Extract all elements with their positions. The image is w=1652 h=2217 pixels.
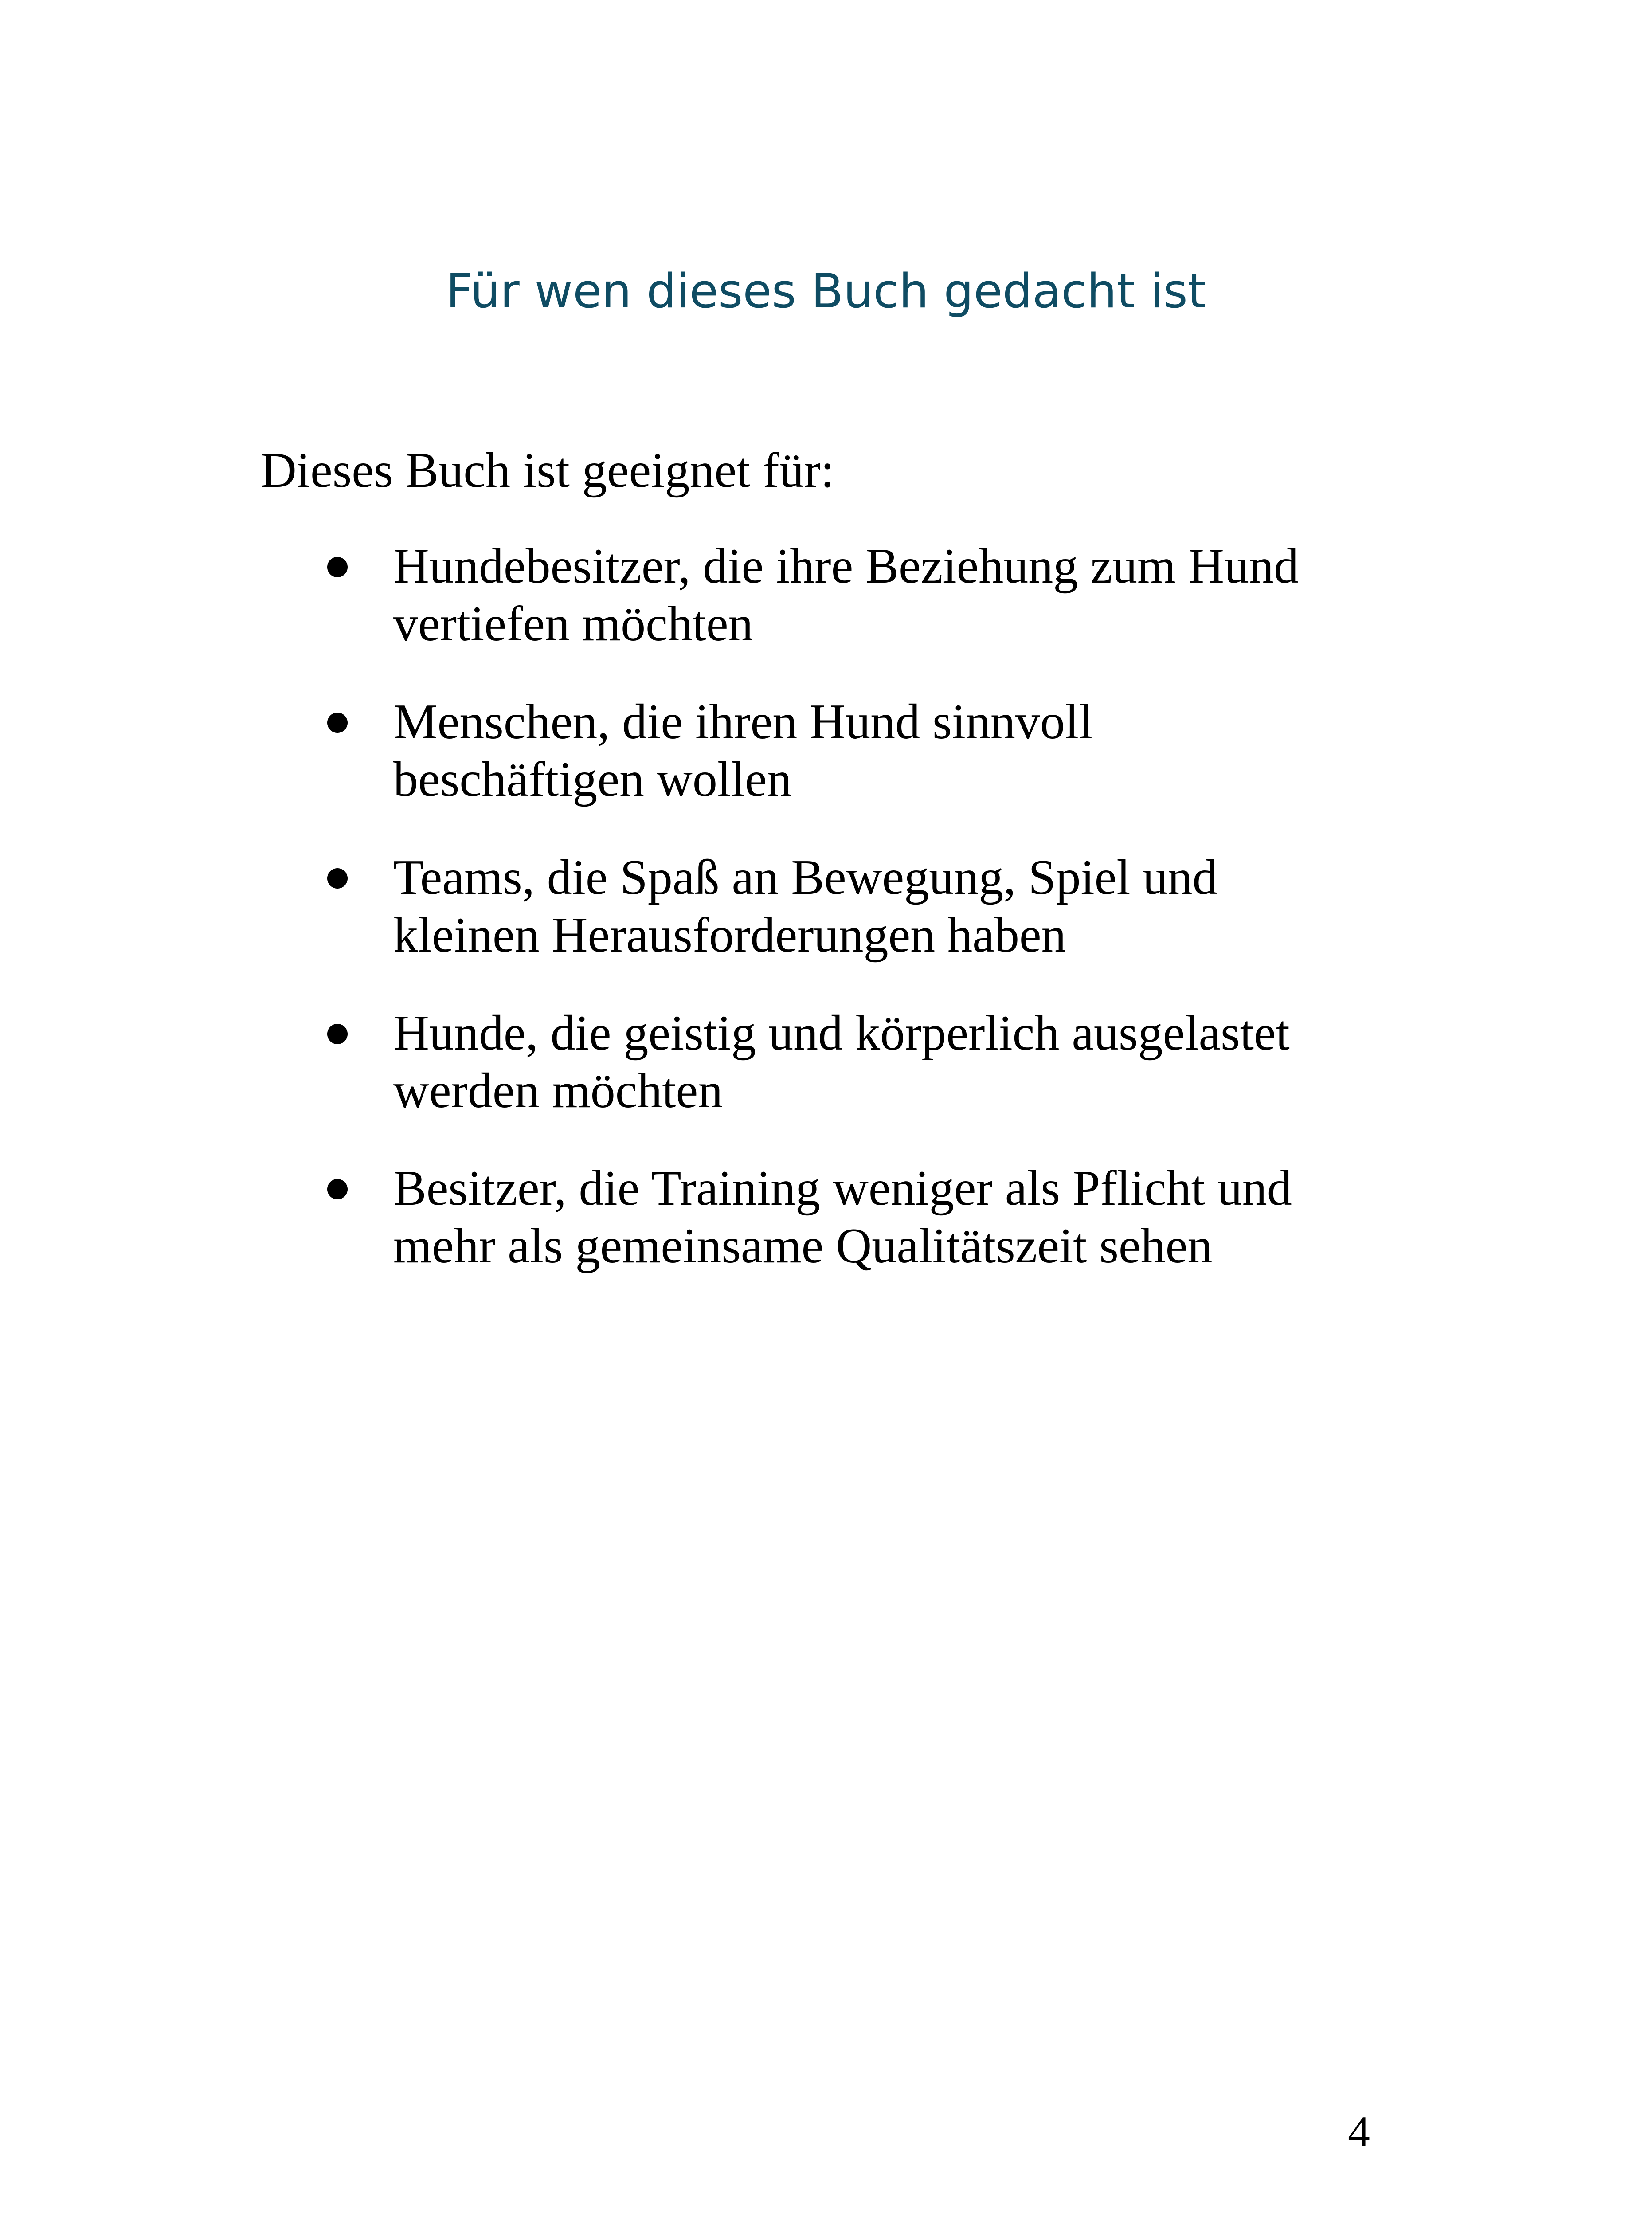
list-item-text [393,693,1413,808]
bullet-icon [327,1179,348,1199]
list-item-line: Hunde, die geistig und körperlich ausgelastet [393,1006,1290,1061]
list-item-line: Teams, die Spaß an Bewegung, Spiel und [393,850,1217,905]
page-number: 4 [1348,2107,1370,2156]
list-item-text [393,1004,1413,1120]
list-item-line: kleinen Herausforderungen haben [393,908,1066,963]
list-item-line: Menschen, die ihren Hund sinnvoll [393,694,1093,749]
list-item-line: mehr als gemeinsame Qualitätszeit sehen [393,1218,1213,1273]
list-item-line: Besitzer, die Training weniger als Pflicht und [393,1161,1292,1216]
list-item-text [393,537,1413,653]
bullet-icon [327,557,348,577]
list-item-line: werden möchten [393,1063,723,1118]
list-item-line: Hundebesitzer, die ihre Beziehung zum Hund [393,539,1299,594]
bullet-icon [327,868,348,889]
list-item-line: beschäftigen wollen [393,752,792,807]
intro-text: Dieses Buch ist geeignet für: [261,443,834,498]
bullet-icon [327,713,348,733]
list-item-text [393,1159,1413,1275]
bullet-icon [327,1024,348,1044]
page-heading: Für wen dieses Buch gedacht ist [446,264,1206,318]
list-item-line: vertiefen möchten [393,596,753,651]
list-item-text [393,849,1413,964]
